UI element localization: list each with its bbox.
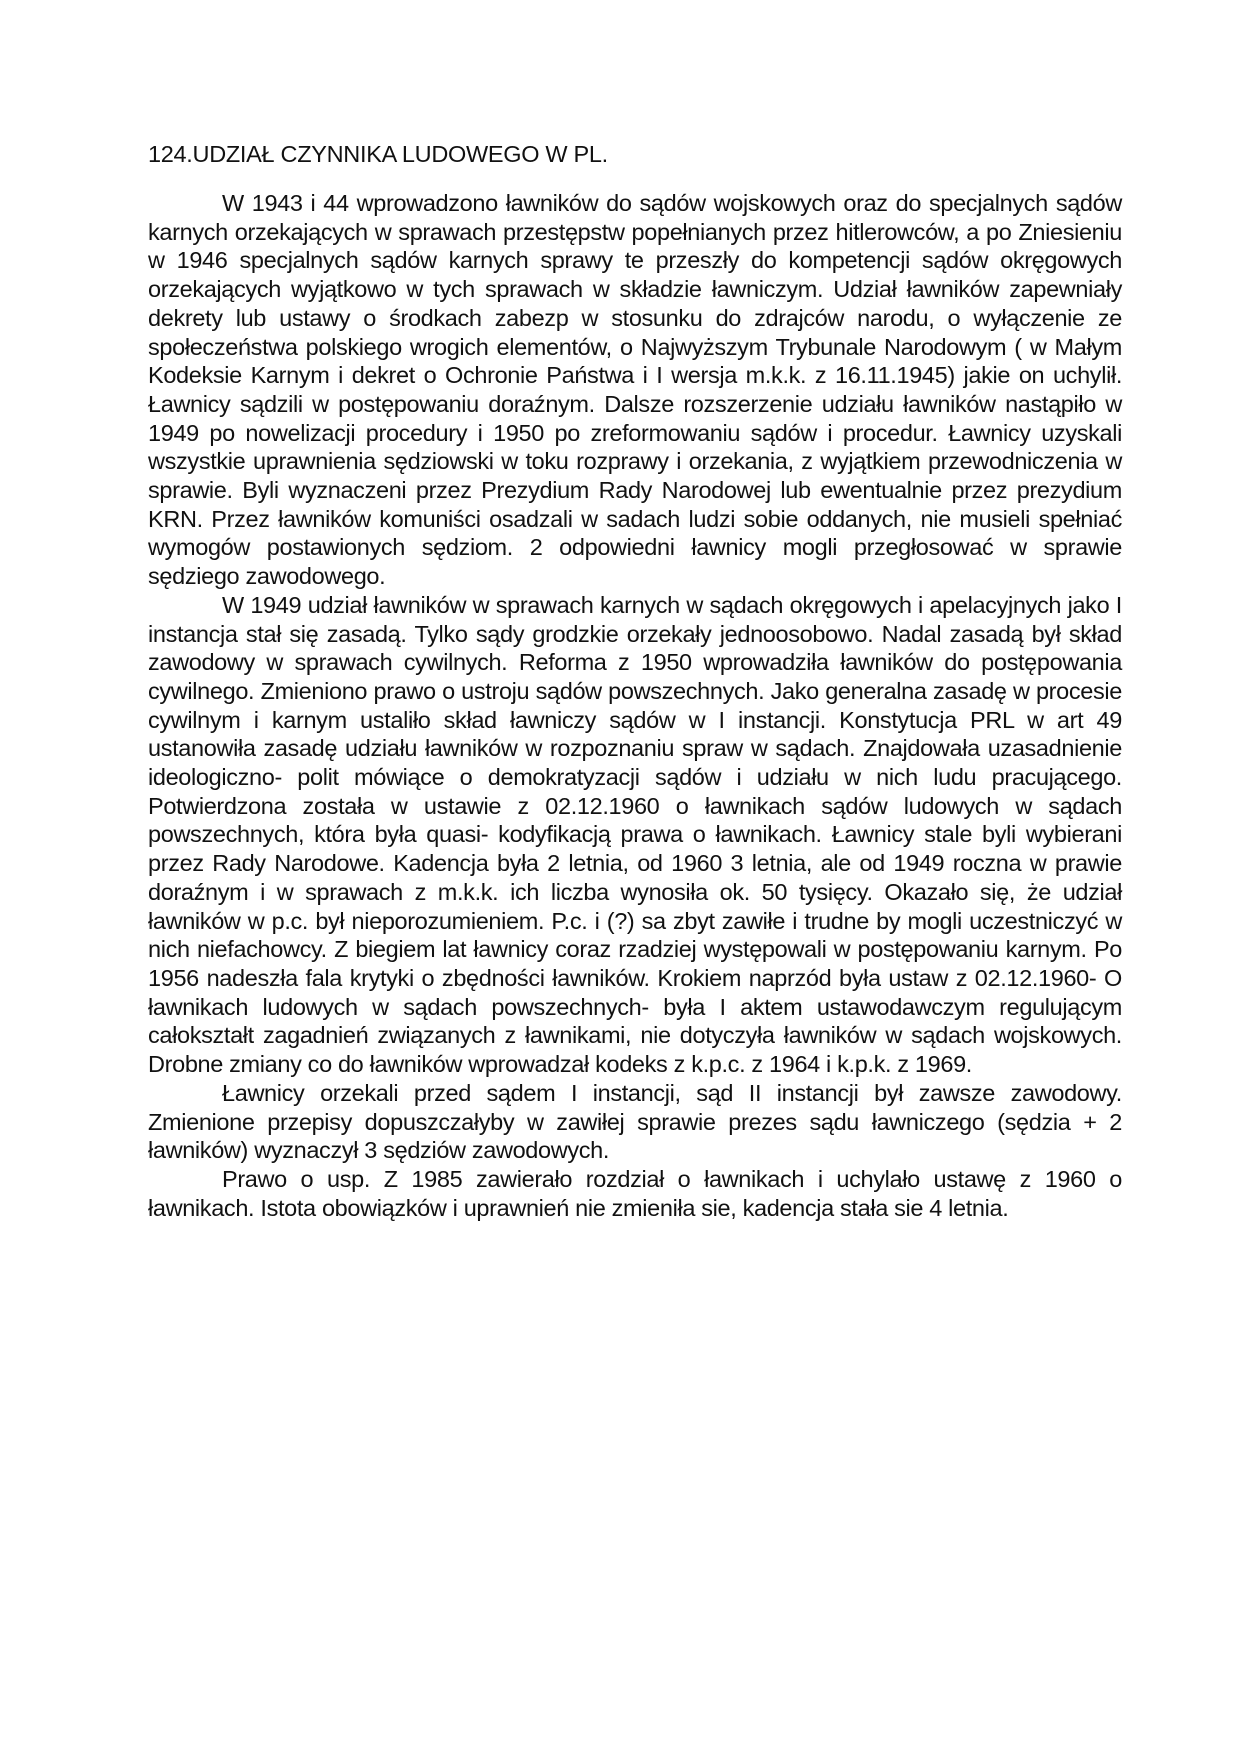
paragraph-2: W 1949 udział ławników w sprawach karnych w sądach okręgowych i apelacyjnych jako I instancja stał się zasadą. Tylko sądy grodzkie orzekały jednoosobowo. Nadal zasadą był skład zawodowy w sprawach cywilnych. Reforma z 1950 wprowadziła ławników do postępowania cywilnego. Zmieniono prawo o ustroju sądów powszechnych. Jako generalna zasadę w procesie cywilnym i karnym ustaliło skład ławniczy sądów w I instancji. Konstytucja PRL w art 49 ustanowiła zasadę udziału ławników w rozpoznaniu spraw w sądach. Znajdowała uzasadnienie ideologiczno- polit mówiące o demokratyzacji sądów i udziału w nich ludu pracującego. Potwierdzona została w ustawie z 02.12.1960 o ławnikach sądów ludowych w sądach powszechnych, która była quasi- kodyfikacją prawa o ławnikach. Ławnicy stale byli wybierani przez Rady Narodowe. Kadencja była 2 letnia, od 1960 3 letnia, ale od 1949 roczna w prawie doraźnym i w sprawach z m.k.k. ich liczba wynosiła ok. 50 tysięcy. Okazało się, że udział ławników w p.c. był nieporozumieniem. P.c. i (?) sa zbyt zawiłe i trudne by mogli uczestniczyć w nich niefachowcy. Z biegiem lat ławnicy coraz rzadziej występowali w postępowaniu karnym. Po 1956 nadeszła fala krytyki o zbędności ławników. Krokiem naprzód była ustaw z 02.12.1960- O ławnikach ludowych w sądach powszechnych- była I aktem ustawodawczym regulującym całokształt zagadnień związanych z ławnikami, nie dotyczyła ławników w sądach wojskowych. Drobne zmiany co do ławników wprowadzał kodeks z k.p.c. z 1964 i k.p.k. z 1969. [148,591,1122,1078]
paragraph-1: W 1943 i 44 wprowadzono ławników do sądów wojskowych oraz do specjalnych sądów karnych orzekających w sprawach przestępstw popełnianych przez hitlerowców, a po Zniesieniu w 1946 specjalnych sądów karnych sprawy te przeszły do kompetencji sądów okręgowych orzekających wyjątkowo w tych sprawach w składzie ławniczym. Udział ławników zapewniały dekrety lub ustawy o środkach zabezp w stosunku do zdrajców narodu, o wyłączenie ze społeczeństwa polskiego wrogich elementów, o Najwyższym Trybunale Narodowym ( w Małym Kodeksie Karnym i dekret o Ochronie Państwa i I wersja m.k.k. z 16.11.1945) jakie on uchylił. Ławnicy sądzili w postępowaniu doraźnym. Dalsze rozszerzenie udziału ławników nastąpiło w 1949 po nowelizacji procedury i 1950 po zreformowaniu sądów i procedur. Ławnicy uzyskali wszystkie uprawnienia sędziowski w toku rozprawy i orzekania, z wyjątkiem przewodniczenia w sprawie. Byli wyznaczeni przez Prezydium Rady Narodowej lub ewentualnie przez prezydium KRN. Przez ławników komuniści osadzali w sadach ludzi sobie oddanych, nie musieli spełniać wymogów postawionych sędziom. 2 odpowiedni ławnicy mogli przegłosować w sprawie sędziego zawodowego. [148,190,1122,590]
document-body [148,189,1122,1222]
document-title: 124.UDZIAŁ CZYNNIKA LUDOWEGO W PL. [148,141,608,167]
paragraph-4: Prawo o usp. Z 1985 zawierało rozdział o ławnikach i uchylało ustawę z 1960 o ławnikach. Istota obowiązków i uprawnień nie zmieniła sie, kadencja stała sie 4 letnia. [148,1165,1122,1221]
document-page [148,140,1122,1222]
paragraph-3: Ławnicy orzekali przed sądem I instancji, sąd II instancji był zawsze zawodowy. Zmienione przepisy dopuszczałyby w zawiłej sprawie prezes sądu ławniczego (sędzia + 2 ławników) wyznaczył 3 sędziów zawodowych. [148,1079,1122,1164]
